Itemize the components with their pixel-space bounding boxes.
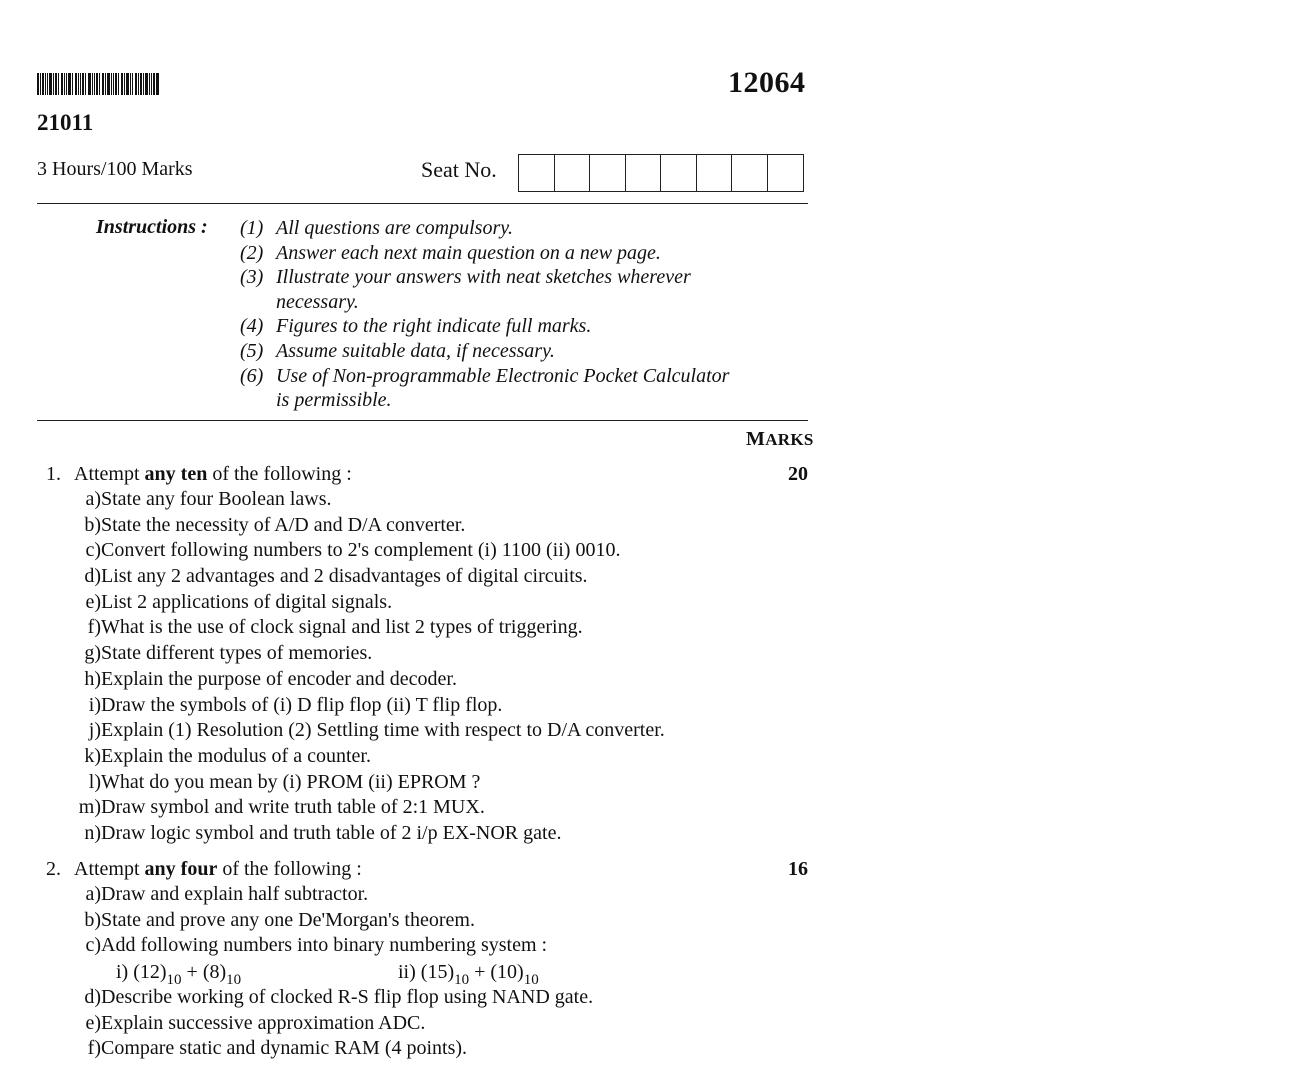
seat-digit-box[interactable] <box>626 155 662 191</box>
instruction-item: (2) Answer each next main question on a new page. <box>240 241 661 264</box>
sub-question: a) Draw and explain half subtractor. <box>85 883 369 905</box>
question-heading: 1. Attempt any ten of the following : 20 <box>46 463 808 485</box>
seat-number-boxes[interactable] <box>518 154 804 192</box>
instruction-item: (3) Illustrate your answers with neat sketches wherever <box>240 266 691 289</box>
sub-question: c) Add following numbers into binary numbering system : <box>85 934 548 957</box>
sub-question: a) State any four Boolean laws. <box>85 488 332 510</box>
sub-question: d) List any 2 advantages and 2 disadvantages of digital circuits. <box>84 565 588 588</box>
paper-code: 12064 <box>728 66 806 99</box>
question-heading: 2. Attempt any four of the following : 16 <box>46 858 808 880</box>
sub-question: i) Draw the symbols of (i) D flip flop (ii) T flip flop. <box>88 693 503 716</box>
instruction-item: (5) Assume suitable data, if necessary. <box>240 339 555 362</box>
sub-question: b) State and prove any one De'Morgan's theorem. <box>84 908 475 931</box>
seat-digit-box[interactable] <box>732 155 768 191</box>
instruction-item: (6) Use of Non-programmable Electronic Pocket Calculator <box>240 364 730 387</box>
sum-expression-ii: ii) $(15)_{10} + (10)_{10}$ <box>398 961 539 989</box>
question-1 <box>46 462 808 847</box>
sub-question: l) What do you mean by (i) PROM (ii) EPROM ? <box>88 770 481 793</box>
sub-question: e) Explain successive approximation ADC. <box>85 1011 426 1034</box>
sub-question: n) Draw logic symbol and truth table of 2 i/p EX-NOR gate. <box>84 821 562 844</box>
binary-sum-row <box>46 959 808 989</box>
sub-question: k) Explain the modulus of a counter. <box>84 744 371 767</box>
sub-question: h) Explain the purpose of encoder and decoder. <box>84 667 457 690</box>
seat-digit-box[interactable] <box>661 155 697 191</box>
subject-code: 21011 <box>37 110 94 135</box>
instruction-item: (4) Figures to the right indicate full marks. <box>240 315 592 338</box>
sub-question: j) Explain (1) Resolution (2) Settling time with respect to D/A converter. <box>88 719 665 742</box>
sub-question: b) State the necessity of A/D and D/A converter. <box>84 513 466 536</box>
sub-question: e) List 2 applications of digital signals. <box>85 590 393 613</box>
seat-digit-box[interactable] <box>590 155 626 191</box>
instruction-item: (1) All questions are compulsory. <box>240 217 514 239</box>
marks-column-heading: MARKS <box>746 428 814 450</box>
sub-question: m) Draw symbol and write truth table of 2:1 MUX. <box>78 796 485 819</box>
sub-question: f) What is the use of clock signal and list 2 types of triggering. <box>87 616 583 639</box>
seat-digit-box[interactable] <box>519 155 555 191</box>
seat-digit-box[interactable] <box>697 155 733 191</box>
barcode-icon <box>37 73 159 95</box>
question-marks: 20 <box>788 463 808 485</box>
seat-digit-box[interactable] <box>555 155 591 191</box>
sub-question: c) Convert following numbers to 2's complement (i) 1100 (ii) 0010. <box>85 539 621 562</box>
sub-question: d) Describe working of clocked R-S flip flop using NAND gate. <box>84 986 594 1009</box>
sub-question: f) Compare static and dynamic RAM (4 points). <box>87 1037 468 1060</box>
divider-top <box>37 203 808 204</box>
instruction-item-continuation: is permissible. <box>276 389 392 412</box>
seat-number-label: Seat No. <box>421 157 497 182</box>
instructions-label: Instructions : <box>96 216 208 238</box>
instruction-item-continuation: necessary. <box>276 290 359 313</box>
sub-question: g) State different types of memories. <box>84 642 373 665</box>
question-marks: 16 <box>788 858 808 880</box>
duration-marks: 3 Hours/100 Marks <box>37 158 193 180</box>
instructions-list <box>240 216 780 413</box>
question-2 <box>46 857 808 1062</box>
seat-digit-box[interactable] <box>768 155 804 191</box>
sum-expression-i: i) $(12)_{10} + (8)_{10}$ <box>116 961 242 989</box>
divider-bottom <box>37 420 808 421</box>
